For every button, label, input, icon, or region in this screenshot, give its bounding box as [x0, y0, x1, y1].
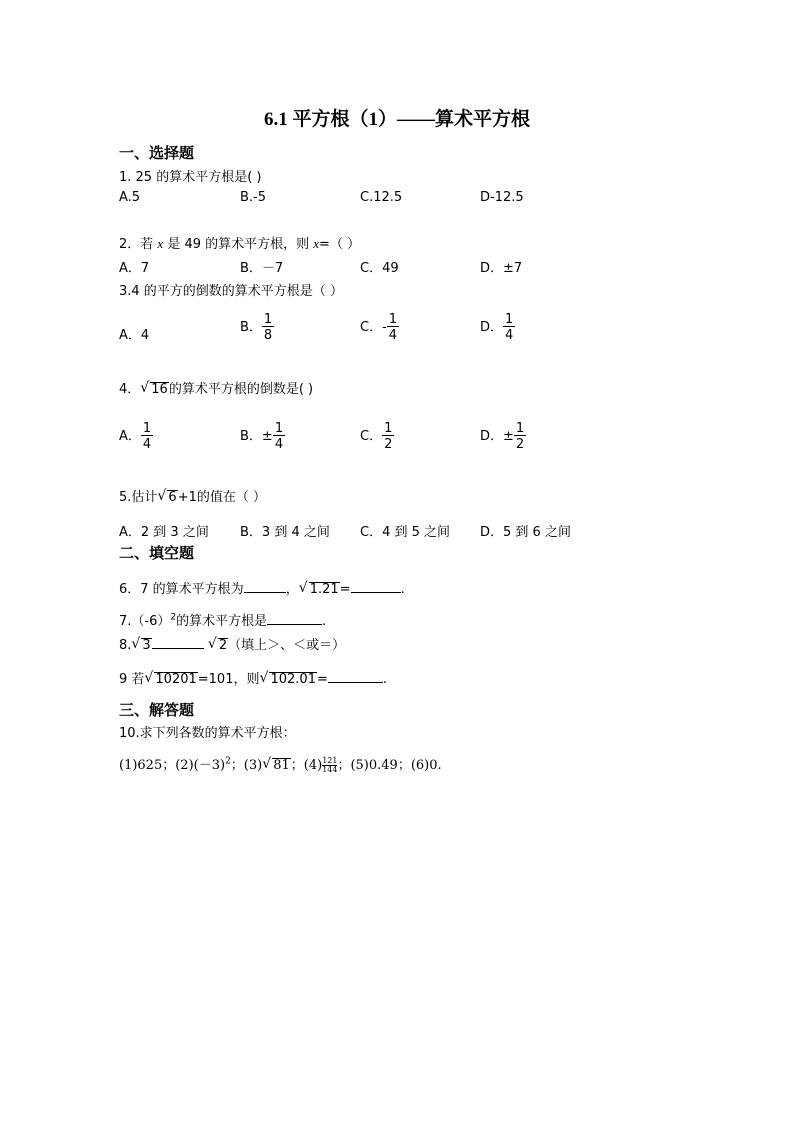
- question-4-option-b: [240, 422, 285, 451]
- question-5-option-a: A．2 到 3 之间: [119, 525, 209, 540]
- option-label: B．±: [240, 429, 273, 444]
- period: .: [400, 582, 405, 597]
- question-10-part4: ；(5)0.49；(6)0.: [337, 758, 442, 773]
- fraction: [503, 313, 515, 342]
- question-5-pre: 5.估计: [119, 490, 158, 505]
- question-3-option-c: [360, 313, 399, 342]
- radicand: 16: [151, 382, 168, 397]
- question-3-option-a: A．4: [119, 328, 150, 343]
- question-9-pre: 9 若: [119, 672, 145, 687]
- question-3-option-d: [480, 313, 515, 342]
- fraction: [322, 757, 337, 774]
- option-label: C．-: [360, 320, 387, 335]
- radicand: 1.21: [309, 582, 339, 597]
- question-7-stem: [119, 610, 326, 629]
- question-2-stem: [119, 233, 360, 252]
- radicand: 2: [218, 638, 228, 653]
- radical-sign: √: [140, 380, 150, 396]
- answer-blank[interactable]: [244, 582, 286, 593]
- question-1-stem: 1. 25 的算术平方根是( ): [119, 170, 262, 185]
- equals-sign: =: [339, 582, 351, 597]
- question-7-post: 的算术平方根是: [176, 614, 268, 629]
- square-root: [299, 582, 340, 598]
- question-number: 4．: [119, 382, 141, 397]
- fraction: [514, 422, 526, 451]
- answer-blank[interactable]: [267, 614, 322, 625]
- answer-blank[interactable]: [328, 672, 383, 683]
- question-2-var2: x: [313, 236, 320, 251]
- question-10-part2: ；(3): [230, 758, 263, 773]
- fraction-numerator: 1: [388, 312, 398, 327]
- radicand: 3: [142, 638, 151, 653]
- page-title: 6.1 平方根（1）——算术平方根: [263, 109, 530, 130]
- radicand: 10201: [155, 672, 197, 687]
- question-2-option-c: C．49: [360, 261, 399, 276]
- equals-sign: =: [316, 672, 328, 687]
- section-heading-choice: 一、选择题: [119, 144, 195, 162]
- fraction-denominator: 4: [274, 437, 284, 452]
- fraction-denominator: 8: [263, 328, 273, 343]
- question-5-option-b: B．3 到 4 之间: [240, 525, 330, 540]
- question-2-stem-mid: 是 49 的算术平方根，则: [163, 237, 314, 252]
- fraction-numerator: 1: [384, 421, 393, 436]
- fraction: [387, 313, 399, 342]
- question-6-pre: 6．7 的算术平方根为: [119, 582, 244, 597]
- square-root: [140, 382, 169, 398]
- answer-blank[interactable]: [351, 582, 401, 593]
- radical-sign: √: [157, 488, 167, 504]
- square-root: [259, 672, 317, 688]
- option-label: B．: [240, 320, 262, 335]
- fraction: [273, 422, 285, 451]
- question-2-option-d: D．±7: [480, 261, 523, 276]
- radical-sign: √: [131, 636, 141, 652]
- option-label: C．: [360, 429, 383, 444]
- question-10-part3: ；(4): [290, 758, 323, 773]
- fraction-denominator: 4: [505, 328, 514, 343]
- question-2-option-a: A．7: [119, 261, 150, 276]
- question-10-items: [119, 754, 442, 774]
- fraction: [262, 313, 274, 342]
- question-2-stem-post: =（ ）: [319, 237, 361, 252]
- option-label: D．: [480, 320, 504, 335]
- question-1-option-d: D-12.5: [480, 190, 524, 205]
- question-5-post: +1的值在（ ）: [177, 490, 266, 505]
- option-label: A．: [119, 429, 141, 444]
- question-3-stem: 3.4 的平方的倒数的算术平方根是（ ）: [119, 284, 343, 299]
- question-1-option-b: B.-5: [240, 190, 267, 205]
- question-2-stem-pre: 2．若: [119, 237, 158, 252]
- fraction-denominator: 4: [388, 328, 398, 343]
- answer-blank[interactable]: [152, 638, 204, 649]
- radical-sign: √: [259, 670, 269, 686]
- question-4-stem: [119, 378, 313, 398]
- radicand: 102.01: [270, 672, 316, 687]
- question-2-option-b: B．－7: [240, 261, 284, 276]
- question-1-option-c: C.12.5: [360, 190, 403, 205]
- option-label: D．±: [480, 429, 514, 444]
- section-heading-answer: 三、解答题: [119, 701, 195, 719]
- fraction: [382, 422, 394, 451]
- fraction-denominator: 4: [142, 437, 152, 452]
- radical-sign: √: [298, 580, 308, 596]
- question-4-stem-post: 的算术平方根的倒数是( ): [168, 382, 314, 397]
- square-root: [262, 758, 291, 774]
- radicand: 81: [273, 758, 290, 773]
- square-root: [157, 490, 177, 506]
- square-root: [208, 638, 228, 654]
- fraction-numerator: 1: [515, 421, 525, 436]
- period: .: [382, 672, 388, 687]
- question-7-pre: 7.（-6）: [119, 614, 171, 629]
- square-root: [144, 672, 197, 688]
- question-1-option-a: A.5: [119, 190, 141, 205]
- fraction-numerator: 1: [274, 421, 284, 436]
- exponent: 2: [225, 756, 231, 767]
- radicand: 6: [168, 490, 177, 505]
- question-2-var: x: [157, 236, 164, 251]
- question-9-stem: [119, 668, 387, 688]
- fraction-denominator: 2: [384, 437, 393, 452]
- question-8-stem: [119, 634, 345, 654]
- fraction: [141, 422, 153, 451]
- question-5-option-d: D．5 到 6 之间: [480, 525, 571, 540]
- question-9-mid: =101，则: [197, 672, 260, 687]
- fraction-numerator: 1: [505, 312, 514, 327]
- fraction-numerator: 1: [142, 421, 152, 436]
- question-8-pre: 8.: [119, 638, 132, 653]
- question-4-option-d: [480, 422, 526, 451]
- comma: ，: [285, 582, 299, 597]
- question-5-stem: [119, 486, 266, 506]
- radical-sign: √: [262, 756, 272, 772]
- exponent: 2: [170, 612, 177, 623]
- question-6-stem: [119, 578, 405, 598]
- question-3-option-b: [240, 313, 274, 342]
- radical-sign: √: [207, 636, 217, 652]
- question-4-option-c: [360, 422, 394, 451]
- fraction-denominator: 2: [515, 437, 525, 452]
- question-8-post: （填上＞、＜或＝）: [228, 638, 346, 653]
- fraction-numerator: 121: [322, 756, 338, 765]
- radical-sign: √: [144, 670, 154, 686]
- section-heading-fill: 二、填空题: [119, 544, 195, 562]
- question-10-part1: (1)625；(2)(－3): [119, 758, 226, 773]
- fraction-numerator: 1: [263, 312, 273, 327]
- question-5-option-c: C．4 到 5 之间: [360, 525, 451, 540]
- question-10-stem: 10.求下列各数的算术平方根：: [119, 726, 296, 741]
- question-4-option-a: [119, 422, 153, 451]
- square-root: [131, 638, 151, 654]
- fraction-denominator: 144: [322, 765, 338, 774]
- period: .: [322, 614, 327, 629]
